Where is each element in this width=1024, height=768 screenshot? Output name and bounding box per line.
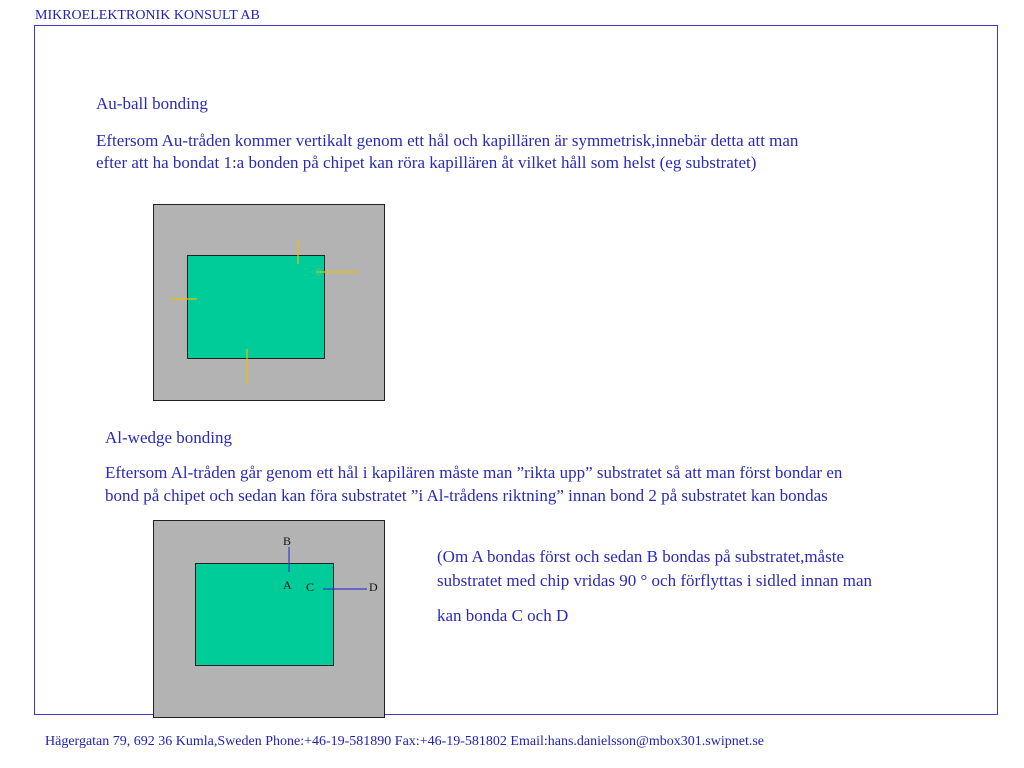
label-d: D bbox=[369, 580, 378, 594]
section-text-au-line1: Eftersom Au-tråden kommer vertikalt genom ett hål och kapillären är symmetrisk,innebär detta att man bbox=[96, 131, 799, 150]
label-c: C bbox=[306, 580, 315, 594]
section-title-au-ball: Au-ball bonding bbox=[96, 94, 208, 113]
section-text-al-line1: Eftersom Al-tråden går genom ett hål i kapilären måste man ”rikta upp” substratet så att man först bondar en bbox=[105, 463, 843, 482]
section-text-al-line2: bond på chipet och sedan kan föra substratet ”i Al-trådens riktning” innan bond 2 på substratet kan bondas bbox=[105, 486, 828, 505]
footer-contact: Hägergatan 79, 692 36 Kumla,Sweden Phone:+46-19-581890 Fax:+46-19-581802 Email:hans.danielsson@mbox301.swipnet.se bbox=[45, 734, 764, 749]
note-line2: substratet med chip vridas 90 ° och förflyttas i sidled innan man bbox=[437, 571, 873, 590]
section-title-al-wedge: Al-wedge bonding bbox=[105, 428, 233, 447]
section-text-au-line2: efter att ha bondat 1:a bonden på chipet kan röra kapillären åt vilket håll som helst (eg substratet) bbox=[96, 153, 757, 172]
label-a: A bbox=[283, 578, 292, 592]
label-b: B bbox=[283, 534, 292, 548]
company-header: MIKROELEKTRONIK KONSULT AB bbox=[35, 8, 260, 23]
note-line1: (Om A bondas först och sedan B bondas på substratet,måste bbox=[437, 547, 844, 566]
note-line3: kan bonda C och D bbox=[437, 606, 569, 625]
